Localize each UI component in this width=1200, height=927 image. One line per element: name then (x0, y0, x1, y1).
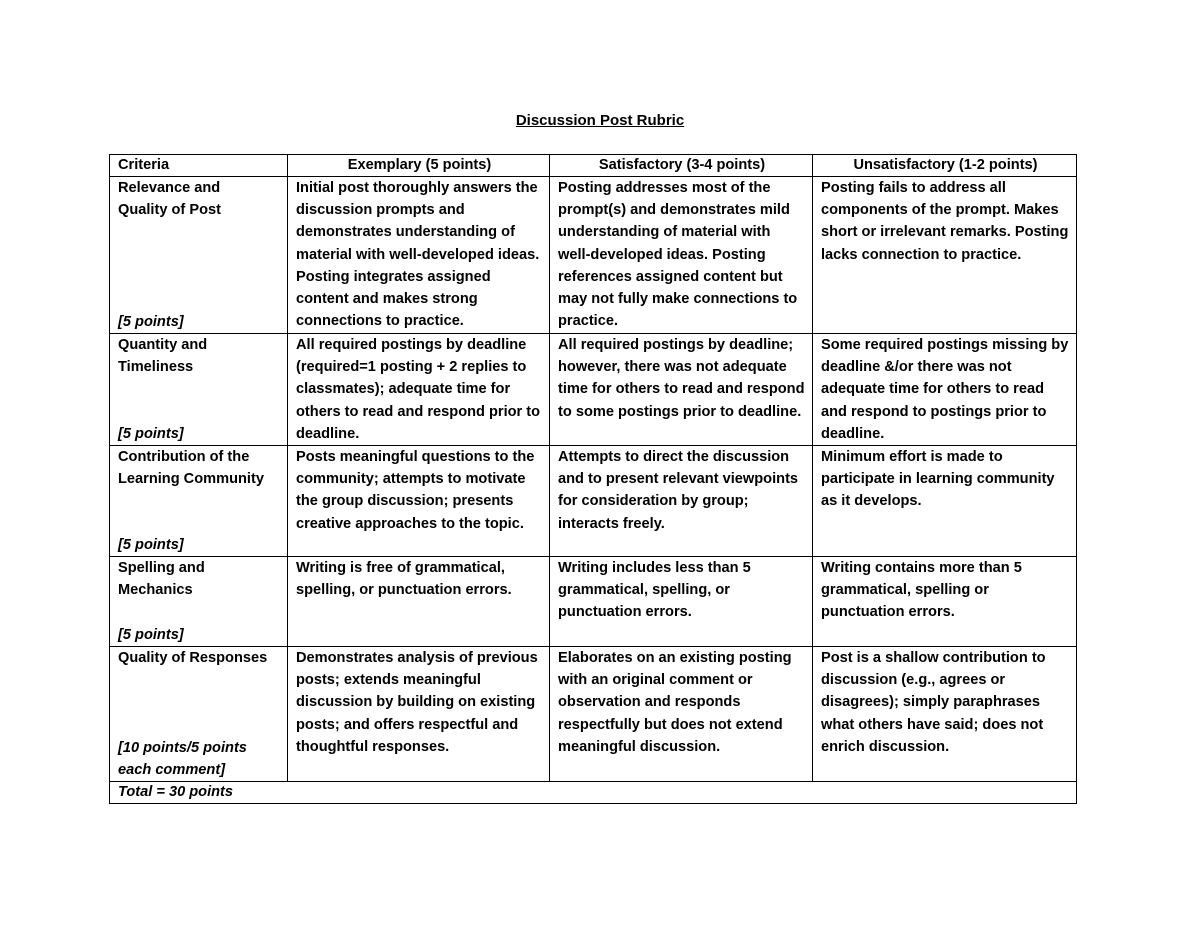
unsatisfactory-cell: Some required postings missing by deadline &/or there was not adequate time for others to read and respond to postings prior to deadline. (813, 334, 1077, 446)
header-satisfactory: Satisfactory (3-4 points) (550, 155, 813, 177)
exemplary-cell: Demonstrates analysis of previous posts; extends meaningful discussion by building on existing posts; and offers respectful and thoughtful responses. (288, 647, 550, 782)
exemplary-cell: Posts meaningful questions to the community; attempts to motivate the group discussion; presents creative approaches to the topic. (288, 446, 550, 557)
criterion-points: [5 points] (118, 313, 184, 330)
criterion-points: [5 points] (118, 536, 184, 553)
exemplary-cell: All required postings by deadline (required=1 posting + 2 replies to classmates); adequate time for others to read and respond prior to deadline. (288, 334, 550, 446)
header-exemplary: Exemplary (5 points) (288, 155, 550, 177)
unsatisfactory-cell: Minimum effort is made to participate in learning community as it develops. (813, 446, 1077, 557)
unsatisfactory-cell: Writing contains more than 5 grammatical, spelling or punctuation errors. (813, 557, 1077, 647)
satisfactory-cell: All required postings by deadline; however, there was not adequate time for others to read and respond to some postings prior to deadline. (550, 334, 813, 446)
table-row (110, 446, 1077, 557)
satisfactory-cell: Posting addresses most of the prompt(s) and demonstrates mild understanding of material with well-developed ideas. Posting references assigned content but may not fully make connections to practice. (550, 177, 813, 334)
satisfactory-cell: Writing includes less than 5 grammatical, spelling, or punctuation errors. (550, 557, 813, 647)
criterion-points: [10 points/5 points each comment] (118, 739, 247, 778)
total-row (110, 782, 1077, 804)
criterion-cell (110, 446, 288, 557)
unsatisfactory-cell: Post is a shallow contribution to discussion (e.g., agrees or disagrees); simply paraphrases what others have said; does not enrich discussion. (813, 647, 1077, 782)
table-row (110, 334, 1077, 446)
criterion-name: Relevance and Quality of Post (118, 180, 221, 219)
criterion-cell (110, 177, 288, 334)
criterion-points: [5 points] (118, 626, 184, 643)
criterion-cell (110, 647, 288, 782)
table-row (110, 177, 1077, 334)
exemplary-cell: Initial post thoroughly answers the discussion prompts and demonstrates understanding of material with well-developed ideas. Posting integrates assigned content and makes strong connections to practice. (288, 177, 550, 334)
criterion-cell (110, 557, 288, 647)
header-criteria: Criteria (110, 155, 288, 177)
criterion-name: Quality of Responses (118, 650, 268, 667)
exemplary-cell: Writing is free of grammatical, spelling, or punctuation errors. (288, 557, 550, 647)
criterion-name: Contribution of the Learning Community (118, 449, 264, 488)
criterion-points: [5 points] (118, 425, 184, 442)
table-row (110, 557, 1077, 647)
satisfactory-cell: Elaborates on an existing posting with an original comment or observation and responds respectfully but does not extend meaningful discussion. (550, 647, 813, 782)
header-unsatisfactory: Unsatisfactory (1-2 points) (813, 155, 1077, 177)
criterion-name: Spelling and Mechanics (118, 560, 205, 599)
unsatisfactory-cell: Posting fails to address all components of the prompt. Makes short or irrelevant remarks. Posting lacks connection to practice. (813, 177, 1077, 334)
page-title: Discussion Post Rubric (515, 112, 685, 129)
criterion-cell (110, 334, 288, 446)
satisfactory-cell: Attempts to direct the discussion and to present relevant viewpoints for consideration by group; interacts freely. (550, 446, 813, 557)
rubric-table (109, 154, 1077, 804)
total-cell: Total = 30 points (110, 782, 1077, 804)
header-row (110, 155, 1077, 177)
table-row (110, 647, 1077, 782)
criterion-name: Quantity and Timeliness (118, 337, 208, 376)
